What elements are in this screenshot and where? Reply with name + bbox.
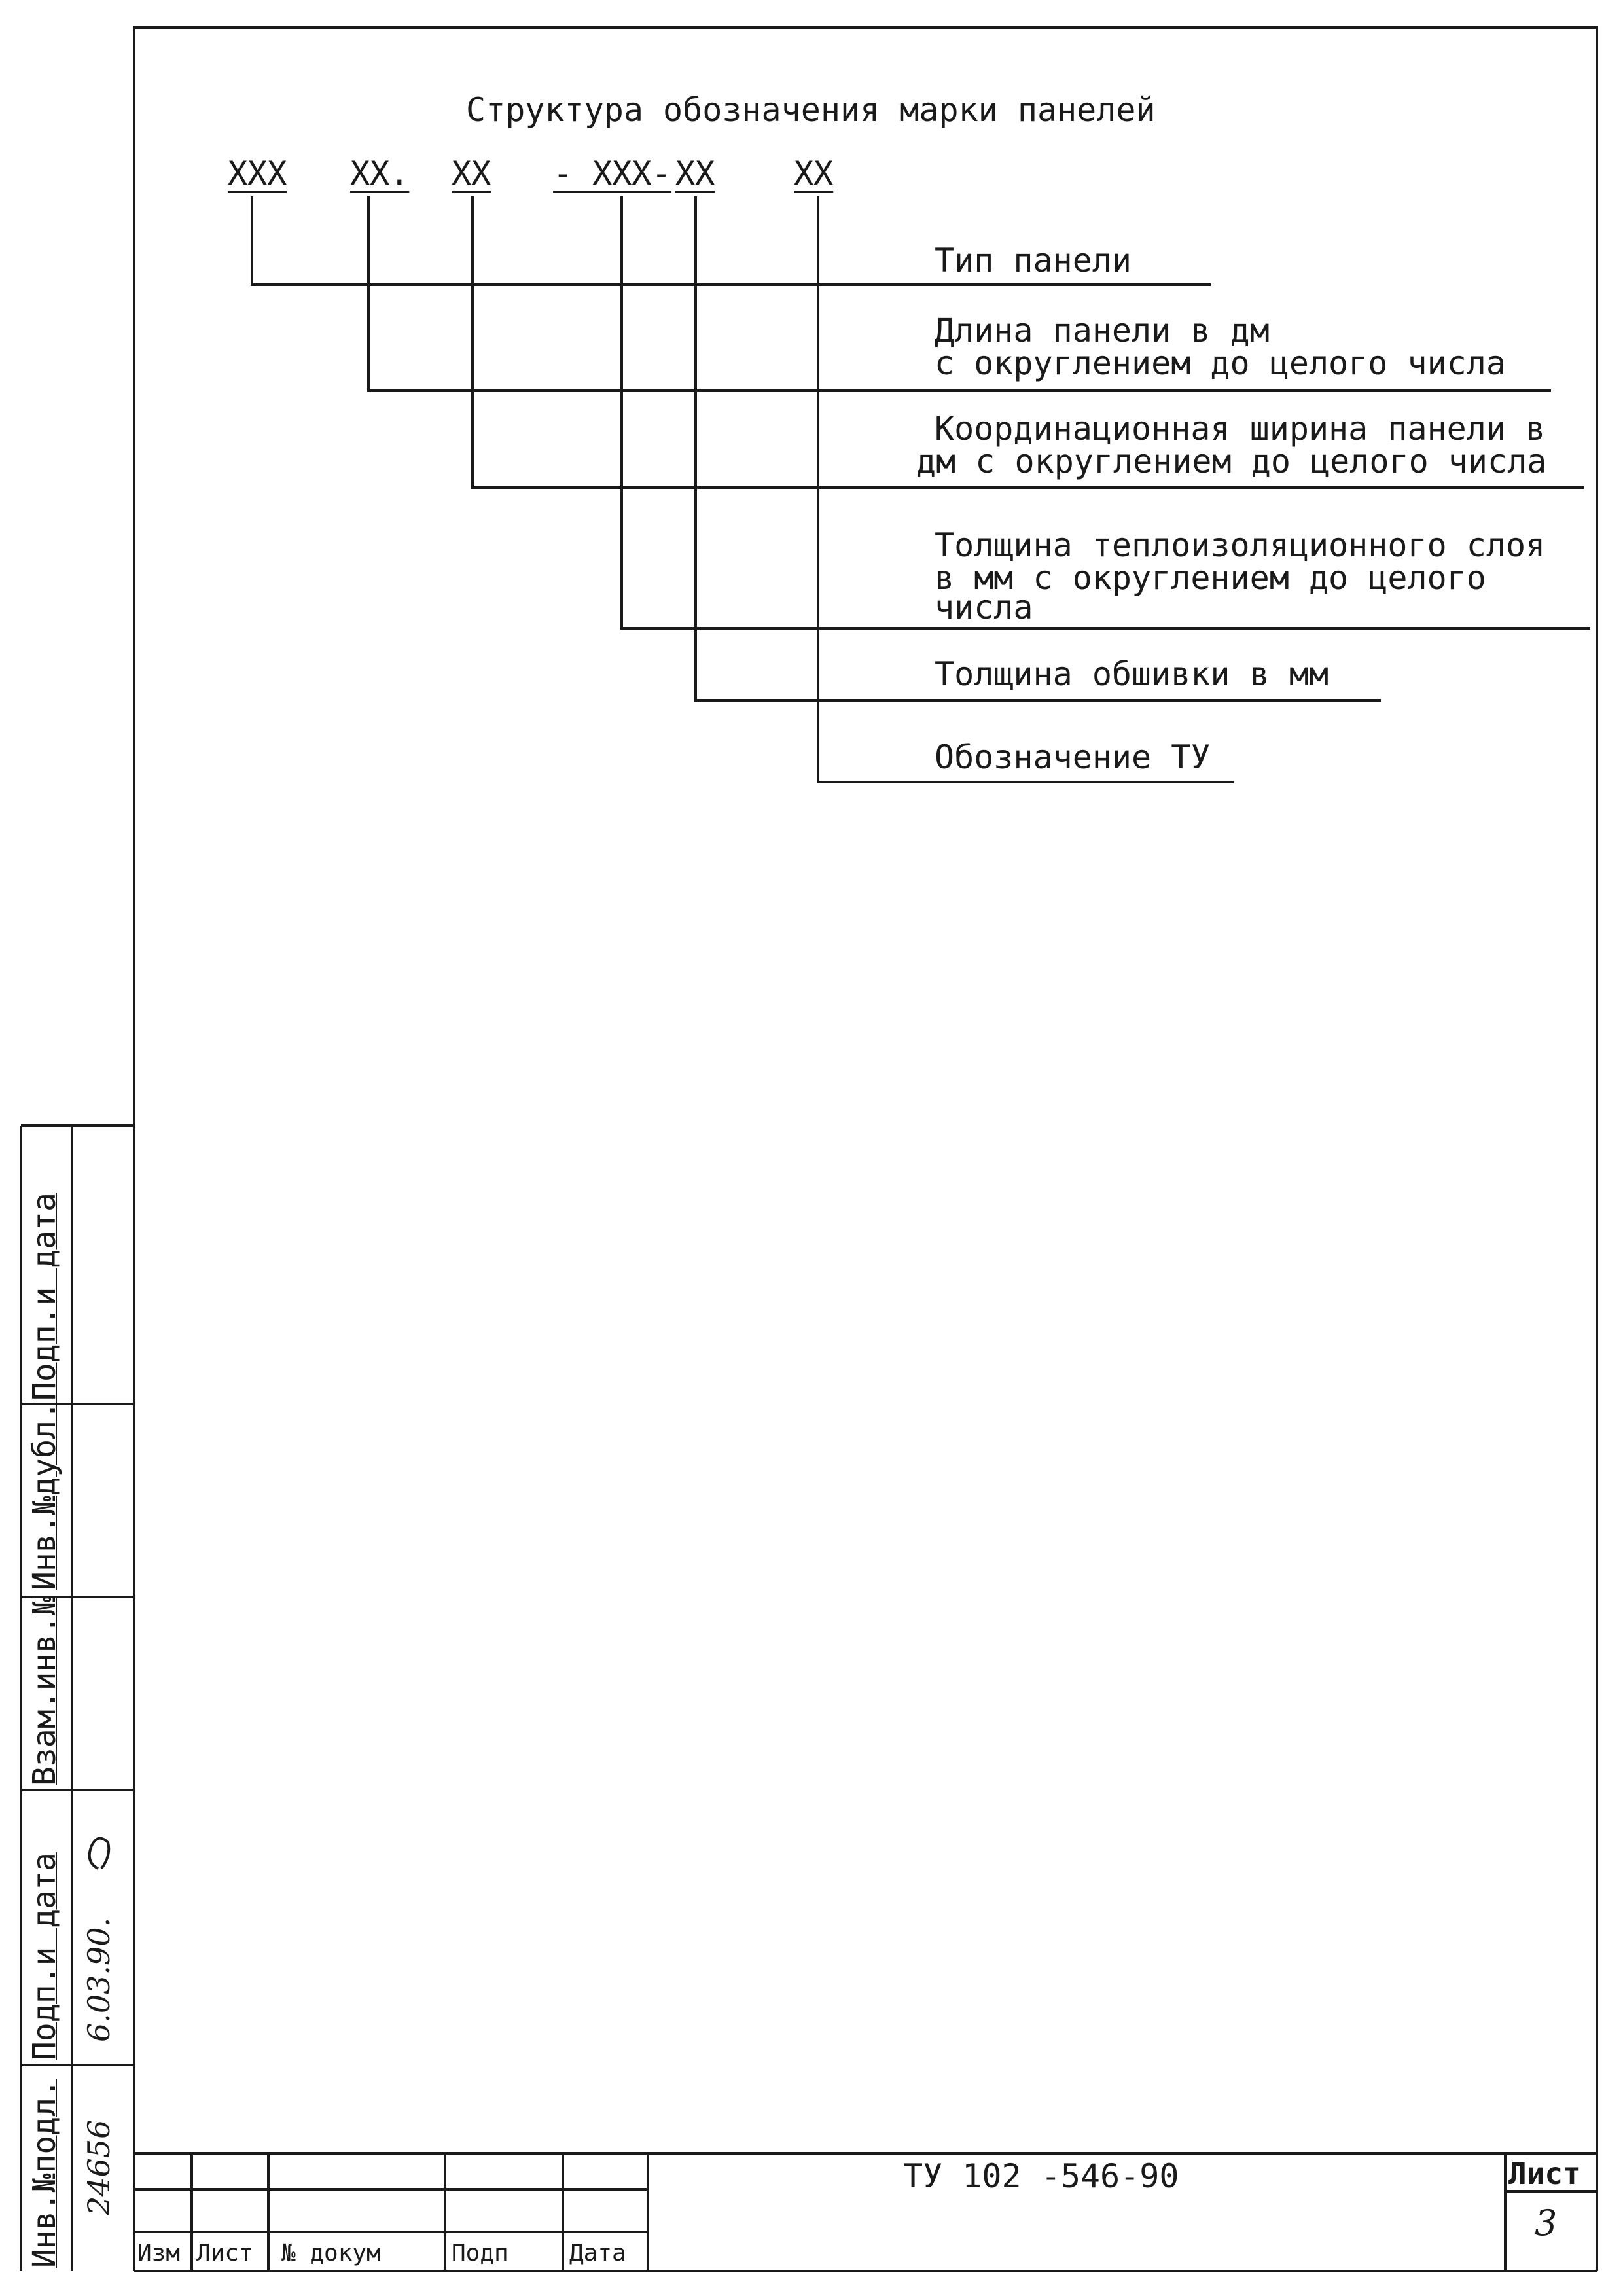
legend-skin: Толщина обшивки в мм <box>935 655 1329 693</box>
stamp-podp-data-label: Подп.и дата <box>26 1852 63 2060</box>
code-part-tu: XX <box>794 154 834 192</box>
stamp-inv-dubl-label: Инв.№дубл. <box>26 1401 63 1590</box>
legend-length-line1: Длина панели в дм <box>935 312 1270 350</box>
diagram-title: Структура обозначения марки панелей <box>466 91 1156 129</box>
stamp-podp-data2-label: Подп.и дата <box>26 1193 63 1401</box>
col-ndokum: № докум <box>281 2240 381 2267</box>
stamp-vzam-inv-label: Взам.инв.№ <box>26 1596 63 1785</box>
code-part-length: XX. <box>350 154 410 192</box>
stamp-podp-data-value: 6.03.90. <box>81 1917 116 2042</box>
code-part-width: XX <box>452 154 491 192</box>
legend-type: Тип панели <box>935 242 1132 279</box>
col-data: Дата <box>569 2240 626 2267</box>
col-list: Лист <box>196 2240 253 2267</box>
sheet-label: Лист <box>1508 2156 1581 2191</box>
document-code: ТУ 102 -546-90 <box>903 2157 1179 2195</box>
col-izm: Изм <box>137 2240 181 2267</box>
code-part-insulation: - XXX- <box>553 154 671 192</box>
legend-width-line1: Координационная ширина панели в <box>935 410 1546 448</box>
stamp-inv-podl-value: 24656 <box>81 2119 116 2215</box>
legend-width-line2: дм с округлением до целого числа <box>916 442 1547 480</box>
stamp-inv-podl-label: Инв.№подл. <box>26 2079 63 2268</box>
legend-insulation-line3: числа <box>935 588 1033 626</box>
legend-insulation-line1: Толщина теплоизоляционного слоя <box>935 526 1546 564</box>
legend-length-line2: с округлением до целого числа <box>935 344 1506 382</box>
col-podp: Подп <box>452 2240 508 2267</box>
code-part-type: XXX <box>228 154 287 192</box>
legend-tu: Обозначение ТУ <box>935 738 1211 776</box>
code-part-skin: XX <box>675 154 715 192</box>
sheet-number: 3 <box>1535 2202 1558 2244</box>
legend-insulation-line2: в мм с округлением до целого <box>935 559 1486 597</box>
